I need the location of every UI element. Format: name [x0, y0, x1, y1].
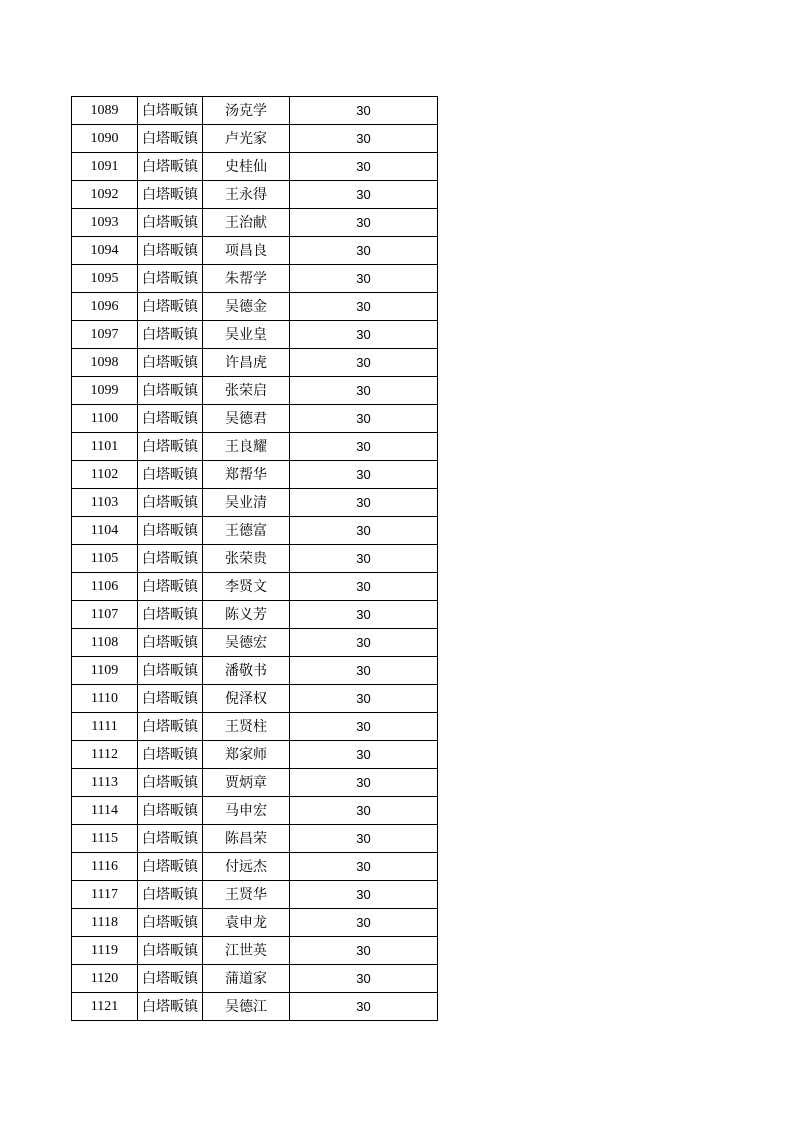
table-row [72, 517, 438, 545]
amount-cell: 30 [290, 881, 438, 909]
amount-cell: 30 [290, 517, 438, 545]
table-row [72, 237, 438, 265]
person-name-cell: 汤克学 [203, 97, 290, 125]
amount-cell: 30 [290, 321, 438, 349]
person-name-cell: 王永得 [203, 181, 290, 209]
row-number-cell: 1103 [72, 489, 138, 517]
person-name-cell: 吴德金 [203, 293, 290, 321]
person-name-cell: 蒲道家 [203, 965, 290, 993]
town-cell: 白塔畈镇 [138, 489, 203, 517]
row-number-cell: 1090 [72, 125, 138, 153]
row-number-cell: 1092 [72, 181, 138, 209]
table-row [72, 853, 438, 881]
amount-cell: 30 [290, 797, 438, 825]
row-number-cell: 1115 [72, 825, 138, 853]
row-number-cell: 1114 [72, 797, 138, 825]
town-cell: 白塔畈镇 [138, 909, 203, 937]
person-name-cell: 王良耀 [203, 433, 290, 461]
row-number-cell: 1094 [72, 237, 138, 265]
roster-table-body [72, 97, 438, 1021]
row-number-cell: 1102 [72, 461, 138, 489]
town-cell: 白塔畈镇 [138, 881, 203, 909]
table-row [72, 685, 438, 713]
row-number-cell: 1106 [72, 573, 138, 601]
table-row [72, 209, 438, 237]
table-row [72, 433, 438, 461]
row-number-cell: 1121 [72, 993, 138, 1021]
row-number-cell: 1109 [72, 657, 138, 685]
town-cell: 白塔畈镇 [138, 209, 203, 237]
amount-cell: 30 [290, 237, 438, 265]
person-name-cell: 张荣启 [203, 377, 290, 405]
row-number-cell: 1104 [72, 517, 138, 545]
town-cell: 白塔畈镇 [138, 685, 203, 713]
row-number-cell: 1097 [72, 321, 138, 349]
town-cell: 白塔畈镇 [138, 321, 203, 349]
town-cell: 白塔畈镇 [138, 265, 203, 293]
town-cell: 白塔畈镇 [138, 853, 203, 881]
row-number-cell: 1110 [72, 685, 138, 713]
person-name-cell: 袁申龙 [203, 909, 290, 937]
amount-cell: 30 [290, 181, 438, 209]
amount-cell: 30 [290, 153, 438, 181]
amount-cell: 30 [290, 349, 438, 377]
amount-cell: 30 [290, 741, 438, 769]
amount-cell: 30 [290, 657, 438, 685]
person-name-cell: 王治献 [203, 209, 290, 237]
person-name-cell: 朱帮学 [203, 265, 290, 293]
town-cell: 白塔畈镇 [138, 629, 203, 657]
person-name-cell: 贾炳章 [203, 769, 290, 797]
table-row [72, 349, 438, 377]
row-number-cell: 1091 [72, 153, 138, 181]
town-cell: 白塔畈镇 [138, 125, 203, 153]
table-row [72, 909, 438, 937]
town-cell: 白塔畈镇 [138, 601, 203, 629]
amount-cell: 30 [290, 545, 438, 573]
amount-cell: 30 [290, 825, 438, 853]
table-row [72, 881, 438, 909]
amount-cell: 30 [290, 97, 438, 125]
amount-cell: 30 [290, 209, 438, 237]
table-row [72, 993, 438, 1021]
row-number-cell: 1105 [72, 545, 138, 573]
town-cell: 白塔畈镇 [138, 573, 203, 601]
table-row [72, 601, 438, 629]
row-number-cell: 1120 [72, 965, 138, 993]
person-name-cell: 王贤柱 [203, 713, 290, 741]
table-row [72, 937, 438, 965]
table-row [72, 769, 438, 797]
table-row [72, 461, 438, 489]
town-cell: 白塔畈镇 [138, 993, 203, 1021]
town-cell: 白塔畈镇 [138, 153, 203, 181]
town-cell: 白塔畈镇 [138, 797, 203, 825]
row-number-cell: 1116 [72, 853, 138, 881]
row-number-cell: 1096 [72, 293, 138, 321]
town-cell: 白塔畈镇 [138, 965, 203, 993]
row-number-cell: 1093 [72, 209, 138, 237]
table-row [72, 97, 438, 125]
person-name-cell: 王德富 [203, 517, 290, 545]
table-row [72, 657, 438, 685]
person-name-cell: 许昌虎 [203, 349, 290, 377]
amount-cell: 30 [290, 937, 438, 965]
person-name-cell: 马申宏 [203, 797, 290, 825]
town-cell: 白塔畈镇 [138, 713, 203, 741]
person-name-cell: 郑帮华 [203, 461, 290, 489]
person-name-cell: 吴德君 [203, 405, 290, 433]
person-name-cell: 王贤华 [203, 881, 290, 909]
table-row [72, 713, 438, 741]
amount-cell: 30 [290, 601, 438, 629]
person-name-cell: 张荣贵 [203, 545, 290, 573]
amount-cell: 30 [290, 377, 438, 405]
amount-cell: 30 [290, 909, 438, 937]
person-name-cell: 江世英 [203, 937, 290, 965]
amount-cell: 30 [290, 461, 438, 489]
person-name-cell: 李贤文 [203, 573, 290, 601]
row-number-cell: 1108 [72, 629, 138, 657]
town-cell: 白塔畈镇 [138, 349, 203, 377]
table-row [72, 545, 438, 573]
town-cell: 白塔畈镇 [138, 293, 203, 321]
town-cell: 白塔畈镇 [138, 657, 203, 685]
person-name-cell: 潘敬书 [203, 657, 290, 685]
row-number-cell: 1117 [72, 881, 138, 909]
row-number-cell: 1112 [72, 741, 138, 769]
amount-cell: 30 [290, 433, 438, 461]
table-row [72, 629, 438, 657]
table-row [72, 573, 438, 601]
amount-cell: 30 [290, 573, 438, 601]
amount-cell: 30 [290, 993, 438, 1021]
person-name-cell: 郑家师 [203, 741, 290, 769]
table-row [72, 125, 438, 153]
town-cell: 白塔畈镇 [138, 517, 203, 545]
row-number-cell: 1118 [72, 909, 138, 937]
table-row [72, 797, 438, 825]
table-row [72, 181, 438, 209]
amount-cell: 30 [290, 685, 438, 713]
person-name-cell: 吴德江 [203, 993, 290, 1021]
person-name-cell: 吴业皇 [203, 321, 290, 349]
town-cell: 白塔畈镇 [138, 741, 203, 769]
amount-cell: 30 [290, 405, 438, 433]
town-cell: 白塔畈镇 [138, 237, 203, 265]
table-row [72, 741, 438, 769]
town-cell: 白塔畈镇 [138, 937, 203, 965]
table-row [72, 293, 438, 321]
amount-cell: 30 [290, 125, 438, 153]
town-cell: 白塔畈镇 [138, 769, 203, 797]
row-number-cell: 1098 [72, 349, 138, 377]
person-name-cell: 陈昌荣 [203, 825, 290, 853]
row-number-cell: 1111 [72, 713, 138, 741]
town-cell: 白塔畈镇 [138, 97, 203, 125]
town-cell: 白塔畈镇 [138, 825, 203, 853]
amount-cell: 30 [290, 629, 438, 657]
roster-table [71, 96, 438, 1021]
person-name-cell: 史桂仙 [203, 153, 290, 181]
row-number-cell: 1099 [72, 377, 138, 405]
row-number-cell: 1095 [72, 265, 138, 293]
person-name-cell: 陈义芳 [203, 601, 290, 629]
row-number-cell: 1101 [72, 433, 138, 461]
amount-cell: 30 [290, 769, 438, 797]
town-cell: 白塔畈镇 [138, 433, 203, 461]
row-number-cell: 1119 [72, 937, 138, 965]
amount-cell: 30 [290, 965, 438, 993]
amount-cell: 30 [290, 265, 438, 293]
person-name-cell: 吴业清 [203, 489, 290, 517]
amount-cell: 30 [290, 853, 438, 881]
table-row [72, 321, 438, 349]
person-name-cell: 卢光家 [203, 125, 290, 153]
person-name-cell: 倪泽权 [203, 685, 290, 713]
table-row [72, 405, 438, 433]
table-row [72, 965, 438, 993]
table-row [72, 825, 438, 853]
amount-cell: 30 [290, 713, 438, 741]
table-row [72, 265, 438, 293]
person-name-cell: 付远杰 [203, 853, 290, 881]
row-number-cell: 1089 [72, 97, 138, 125]
town-cell: 白塔畈镇 [138, 405, 203, 433]
amount-cell: 30 [290, 293, 438, 321]
amount-cell: 30 [290, 489, 438, 517]
table-row [72, 153, 438, 181]
row-number-cell: 1107 [72, 601, 138, 629]
person-name-cell: 吴德宏 [203, 629, 290, 657]
row-number-cell: 1113 [72, 769, 138, 797]
town-cell: 白塔畈镇 [138, 377, 203, 405]
town-cell: 白塔畈镇 [138, 461, 203, 489]
table-row [72, 377, 438, 405]
town-cell: 白塔畈镇 [138, 545, 203, 573]
person-name-cell: 项昌良 [203, 237, 290, 265]
town-cell: 白塔畈镇 [138, 181, 203, 209]
row-number-cell: 1100 [72, 405, 138, 433]
table-row [72, 489, 438, 517]
